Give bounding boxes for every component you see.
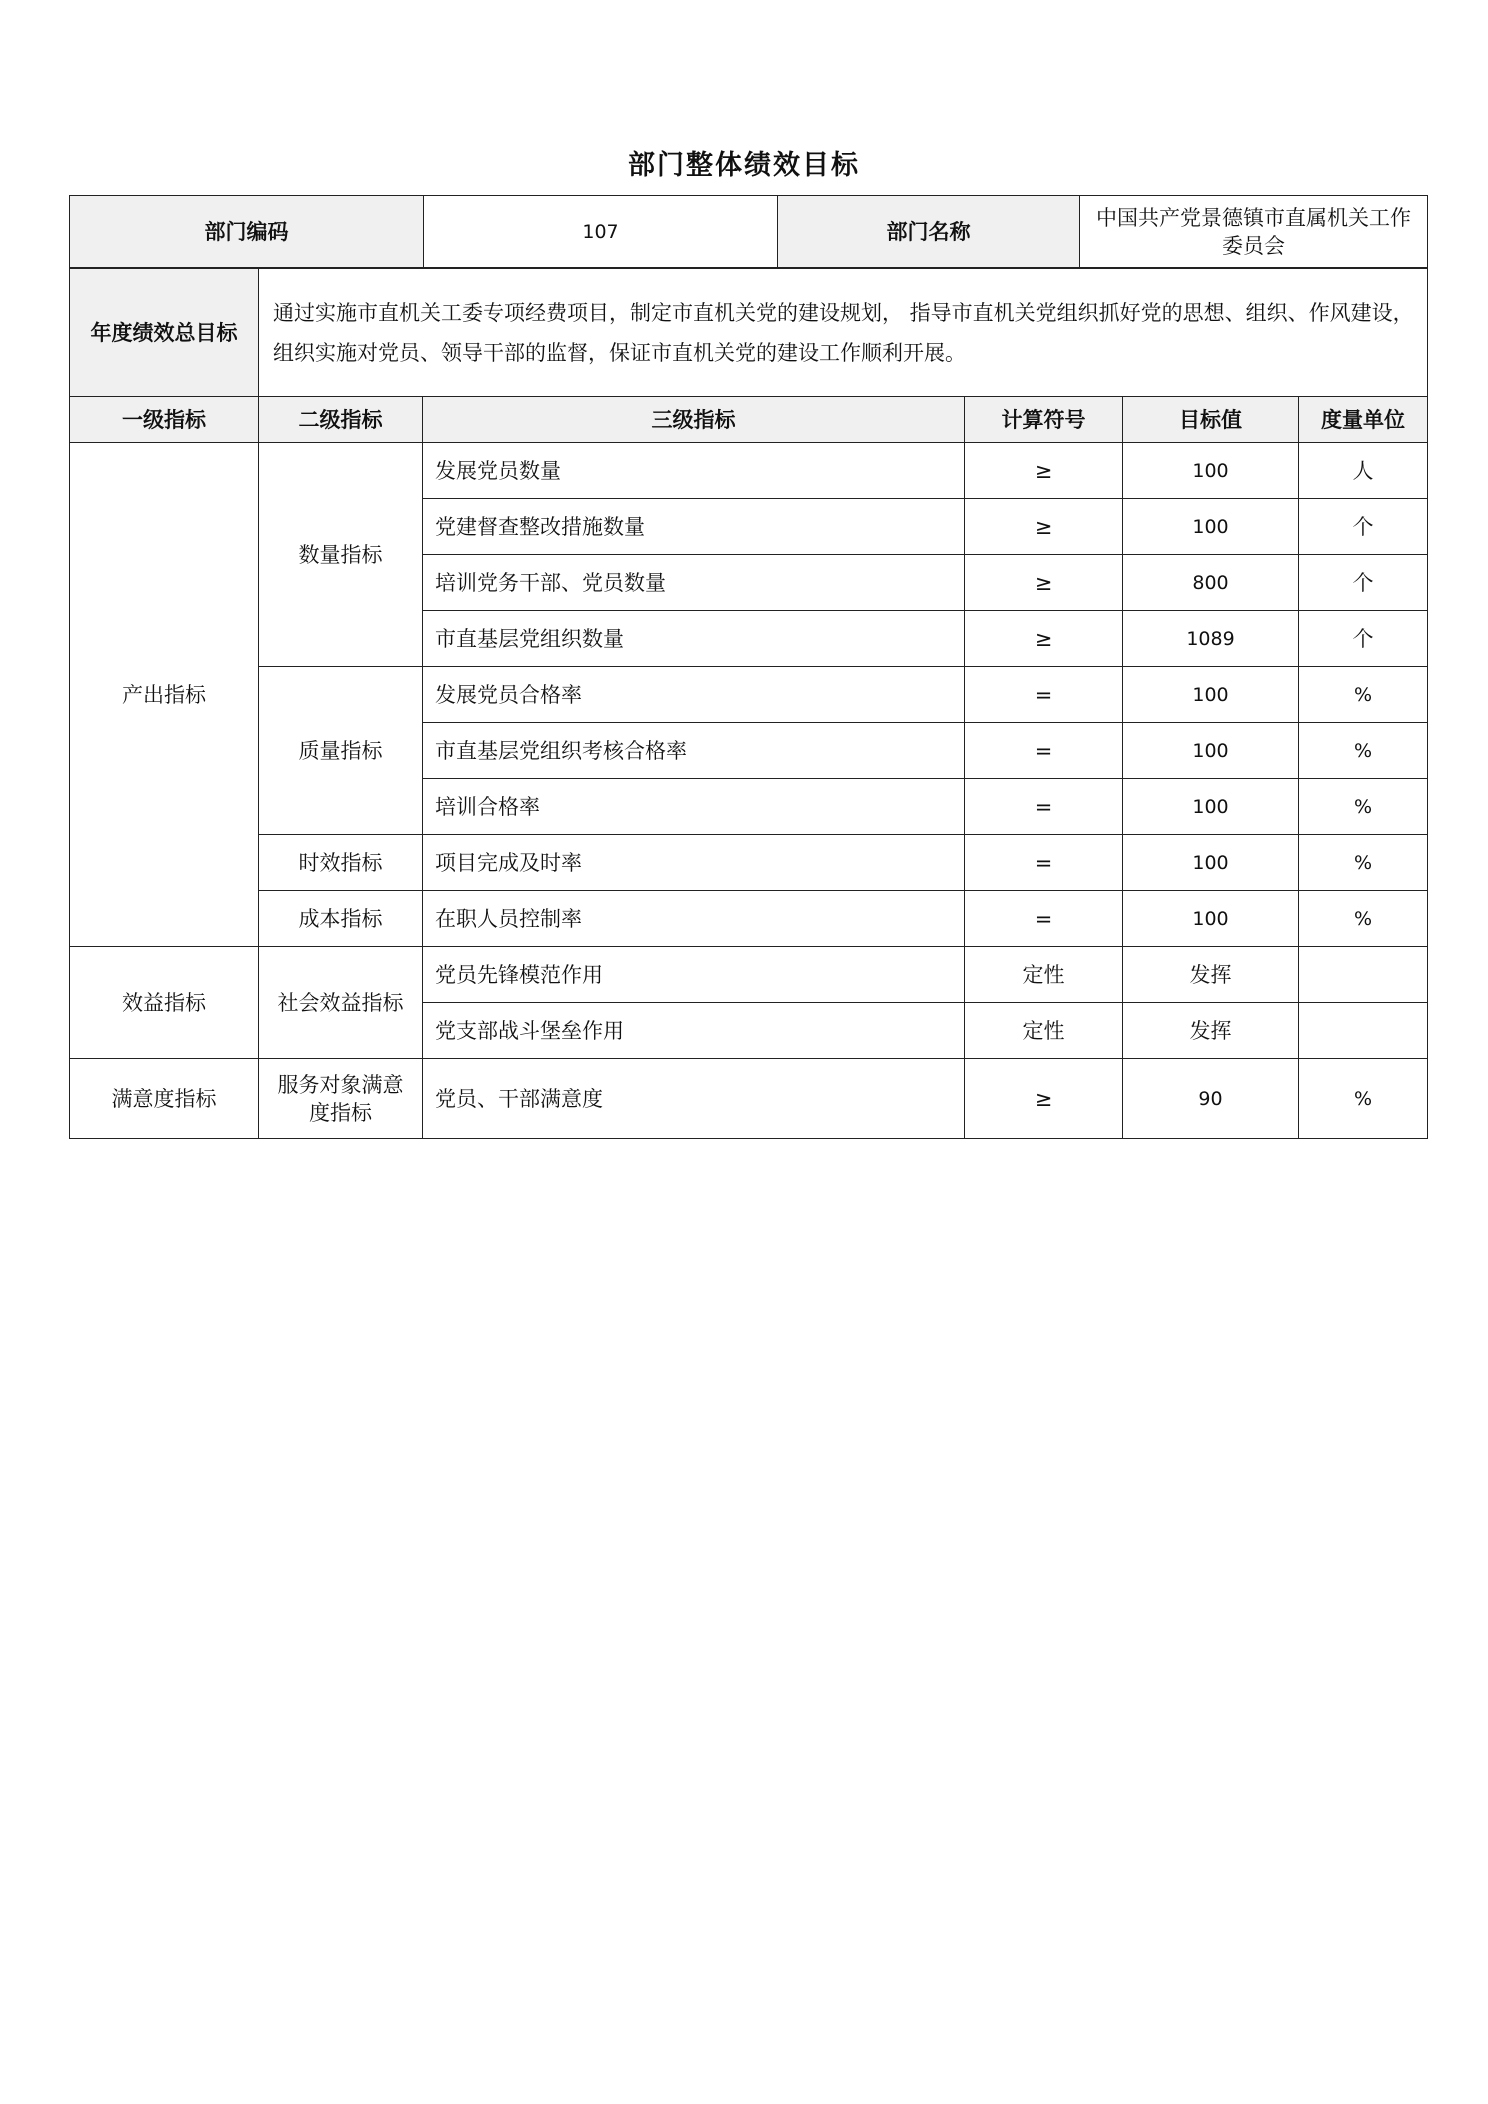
level3-name: 培训党务干部、党员数量: [423, 555, 965, 611]
target-value: 100: [1123, 667, 1299, 723]
table-row: [70, 667, 1428, 723]
table-row: [70, 891, 1428, 947]
unit: [1299, 1003, 1428, 1059]
level2-timeliness: 时效指标: [259, 835, 423, 891]
header-target: 目标值: [1123, 397, 1299, 443]
unit: %: [1299, 667, 1428, 723]
annual-goal-label: 年度绩效总目标: [70, 269, 259, 397]
operator: =: [965, 835, 1123, 891]
table-row: [70, 443, 1428, 499]
operator: ≥: [965, 499, 1123, 555]
level3-name: 发展党员合格率: [423, 667, 965, 723]
dept-name-label: 部门名称: [778, 196, 1080, 268]
target-value: 发挥: [1123, 947, 1299, 1003]
level3-name: 项目完成及时率: [423, 835, 965, 891]
level3-name: 党员先锋模范作用: [423, 947, 965, 1003]
unit: %: [1299, 723, 1428, 779]
page-title: 部门整体绩效目标: [628, 150, 860, 181]
header-unit: 度量单位: [1299, 397, 1428, 443]
unit: %: [1299, 779, 1428, 835]
unit: %: [1299, 1059, 1428, 1139]
operator: 定性: [965, 1003, 1123, 1059]
level3-name: 市直基层党组织数量: [423, 611, 965, 667]
header-row: [70, 397, 1428, 443]
annual-goal-text: 通过实施市直机关工委专项经费项目，制定市直机关党的建设规划， 指导市直机关党组织抓好党的思想、组织、作风建设，组织实施对党员、领导干部的监督，保证市直机关党的建设工作顺利开展。: [259, 269, 1428, 397]
target-value: 100: [1123, 443, 1299, 499]
unit: 人: [1299, 443, 1428, 499]
operator: 定性: [965, 947, 1123, 1003]
target-value: 1089: [1123, 611, 1299, 667]
level1-benefit: 效益指标: [70, 947, 259, 1059]
level3-name: 党支部战斗堡垒作用: [423, 1003, 965, 1059]
level3-name: 党建督查整改措施数量: [423, 499, 965, 555]
annual-goal-table: [69, 268, 1428, 397]
level2-service-satisfaction: 服务对象满意度指标: [259, 1059, 423, 1139]
level3-name: 市直基层党组织考核合格率: [423, 723, 965, 779]
level1-output: 产出指标: [70, 443, 259, 947]
operator: =: [965, 779, 1123, 835]
unit: 个: [1299, 499, 1428, 555]
level1-satisfaction: 满意度指标: [70, 1059, 259, 1139]
header-level1: 一级指标: [70, 397, 259, 443]
operator: ≥: [965, 1059, 1123, 1139]
annual-goal-row: [70, 269, 1428, 397]
target-value: 100: [1123, 723, 1299, 779]
target-value: 100: [1123, 835, 1299, 891]
target-value: 发挥: [1123, 1003, 1299, 1059]
level2-quality: 质量指标: [259, 667, 423, 835]
dept-info-table: [69, 195, 1428, 268]
dept-name-value: 中国共产党景德镇市直属机关工作委员会: [1080, 196, 1428, 268]
level3-name: 党员、干部满意度: [423, 1059, 965, 1139]
target-value: 100: [1123, 779, 1299, 835]
level2-cost: 成本指标: [259, 891, 423, 947]
dept-code-label: 部门编码: [70, 196, 424, 268]
indicator-table: [69, 396, 1428, 1139]
unit: %: [1299, 891, 1428, 947]
target-value: 100: [1123, 499, 1299, 555]
operator: =: [965, 723, 1123, 779]
unit: 个: [1299, 611, 1428, 667]
level2-social-benefit: 社会效益指标: [259, 947, 423, 1059]
header-operator: 计算符号: [965, 397, 1123, 443]
table-row: [70, 947, 1428, 1003]
dept-code-value: 107: [424, 196, 778, 268]
target-value: 100: [1123, 891, 1299, 947]
operator: ≥: [965, 555, 1123, 611]
table-row: [70, 1059, 1428, 1139]
level3-name: 培训合格率: [423, 779, 965, 835]
target-value: 90: [1123, 1059, 1299, 1139]
unit: [1299, 947, 1428, 1003]
level3-name: 在职人员控制率: [423, 891, 965, 947]
target-value: 800: [1123, 555, 1299, 611]
header-level3: 三级指标: [423, 397, 965, 443]
operator: =: [965, 891, 1123, 947]
operator: ≥: [965, 611, 1123, 667]
operator: =: [965, 667, 1123, 723]
operator: ≥: [965, 443, 1123, 499]
unit: 个: [1299, 555, 1428, 611]
dept-info-row: [70, 196, 1428, 268]
header-level2: 二级指标: [259, 397, 423, 443]
level2-quantity: 数量指标: [259, 443, 423, 667]
level3-name: 发展党员数量: [423, 443, 965, 499]
table-row: [70, 835, 1428, 891]
unit: %: [1299, 835, 1428, 891]
